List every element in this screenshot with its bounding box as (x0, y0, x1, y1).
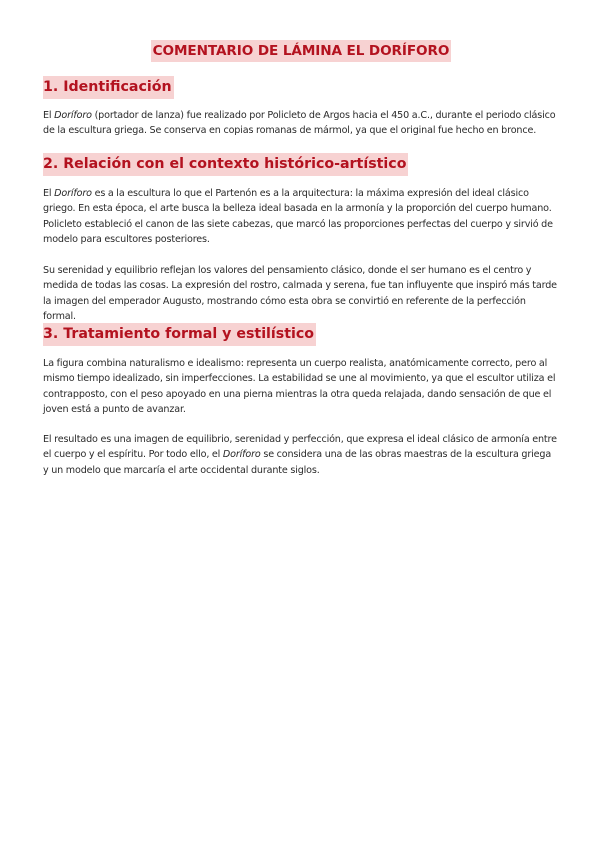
section-heading-tratamiento: 3. Tratamiento formal y estilístico (43, 323, 316, 346)
section-3-paragraph-2: El resultado es una imagen de equilibrio, serenidad y perfección, que expresa el ideal clásico de armonía entre el cuerpo y el espíritu. Por todo ello, el Doríforo se considera una de las obras maestras de la escultura griega y un modelo que marcaría el arte occidental durante siglos. (43, 434, 557, 476)
document-title: COMENTARIO DE LÁMINA EL DORÍFORO (151, 40, 452, 62)
section-3-paragraph-1: La figura combina naturalismo e idealismo: representa un cuerpo realista, anatómicamente correcto, pero al mismo tiempo idealizado, sin imperfecciones. La estabilidad se une al movimiento, ya que el escultor utiliza el contrapposto, con el peso apoyado en una pierna mientras la otra queda relajada, dando sensación de que el joven está a punto de avanzar. (43, 358, 556, 416)
section-2-paragraph-2: Su serenidad y equilibrio reflejan los valores del pensamiento clásico, donde el ser humano es el centro y medida de todas las cosas. La expresión del rostro, calmada y serena, fue tan influyente que inspiró más tarde la imagen del emperador Augusto, mostrando cómo esta obra se convirtió en referente de la perfección formal. (43, 265, 557, 323)
section-2-paragraph-1: El Doríforo es a la escultura lo que el Partenón es a la arquitectura: la máxima expresión del ideal clásico griego. En esta época, el arte busca la belleza ideal basada en la armonía y la proporción del cuerpo humano. Policleto estableció el canon de las siete cabezas, que marcó las proporciones perfectas del cuerpo y sirvió de modelo para escultores posteriores. (43, 188, 553, 246)
section-heading-identificacion: 1. Identificación (43, 76, 174, 99)
section-heading-contexto: 2. Relación con el contexto histórico-artístico (43, 153, 408, 176)
section-1-paragraph-1: El Doríforo (portador de lanza) fue realizado por Policleto de Argos hacia el 450 a.C., durante el periodo clásico de la escultura griega. Se conserva en copias romanas de mármol, ya que el original fue hecho en bronce. (43, 110, 556, 137)
title-container (43, 40, 559, 62)
